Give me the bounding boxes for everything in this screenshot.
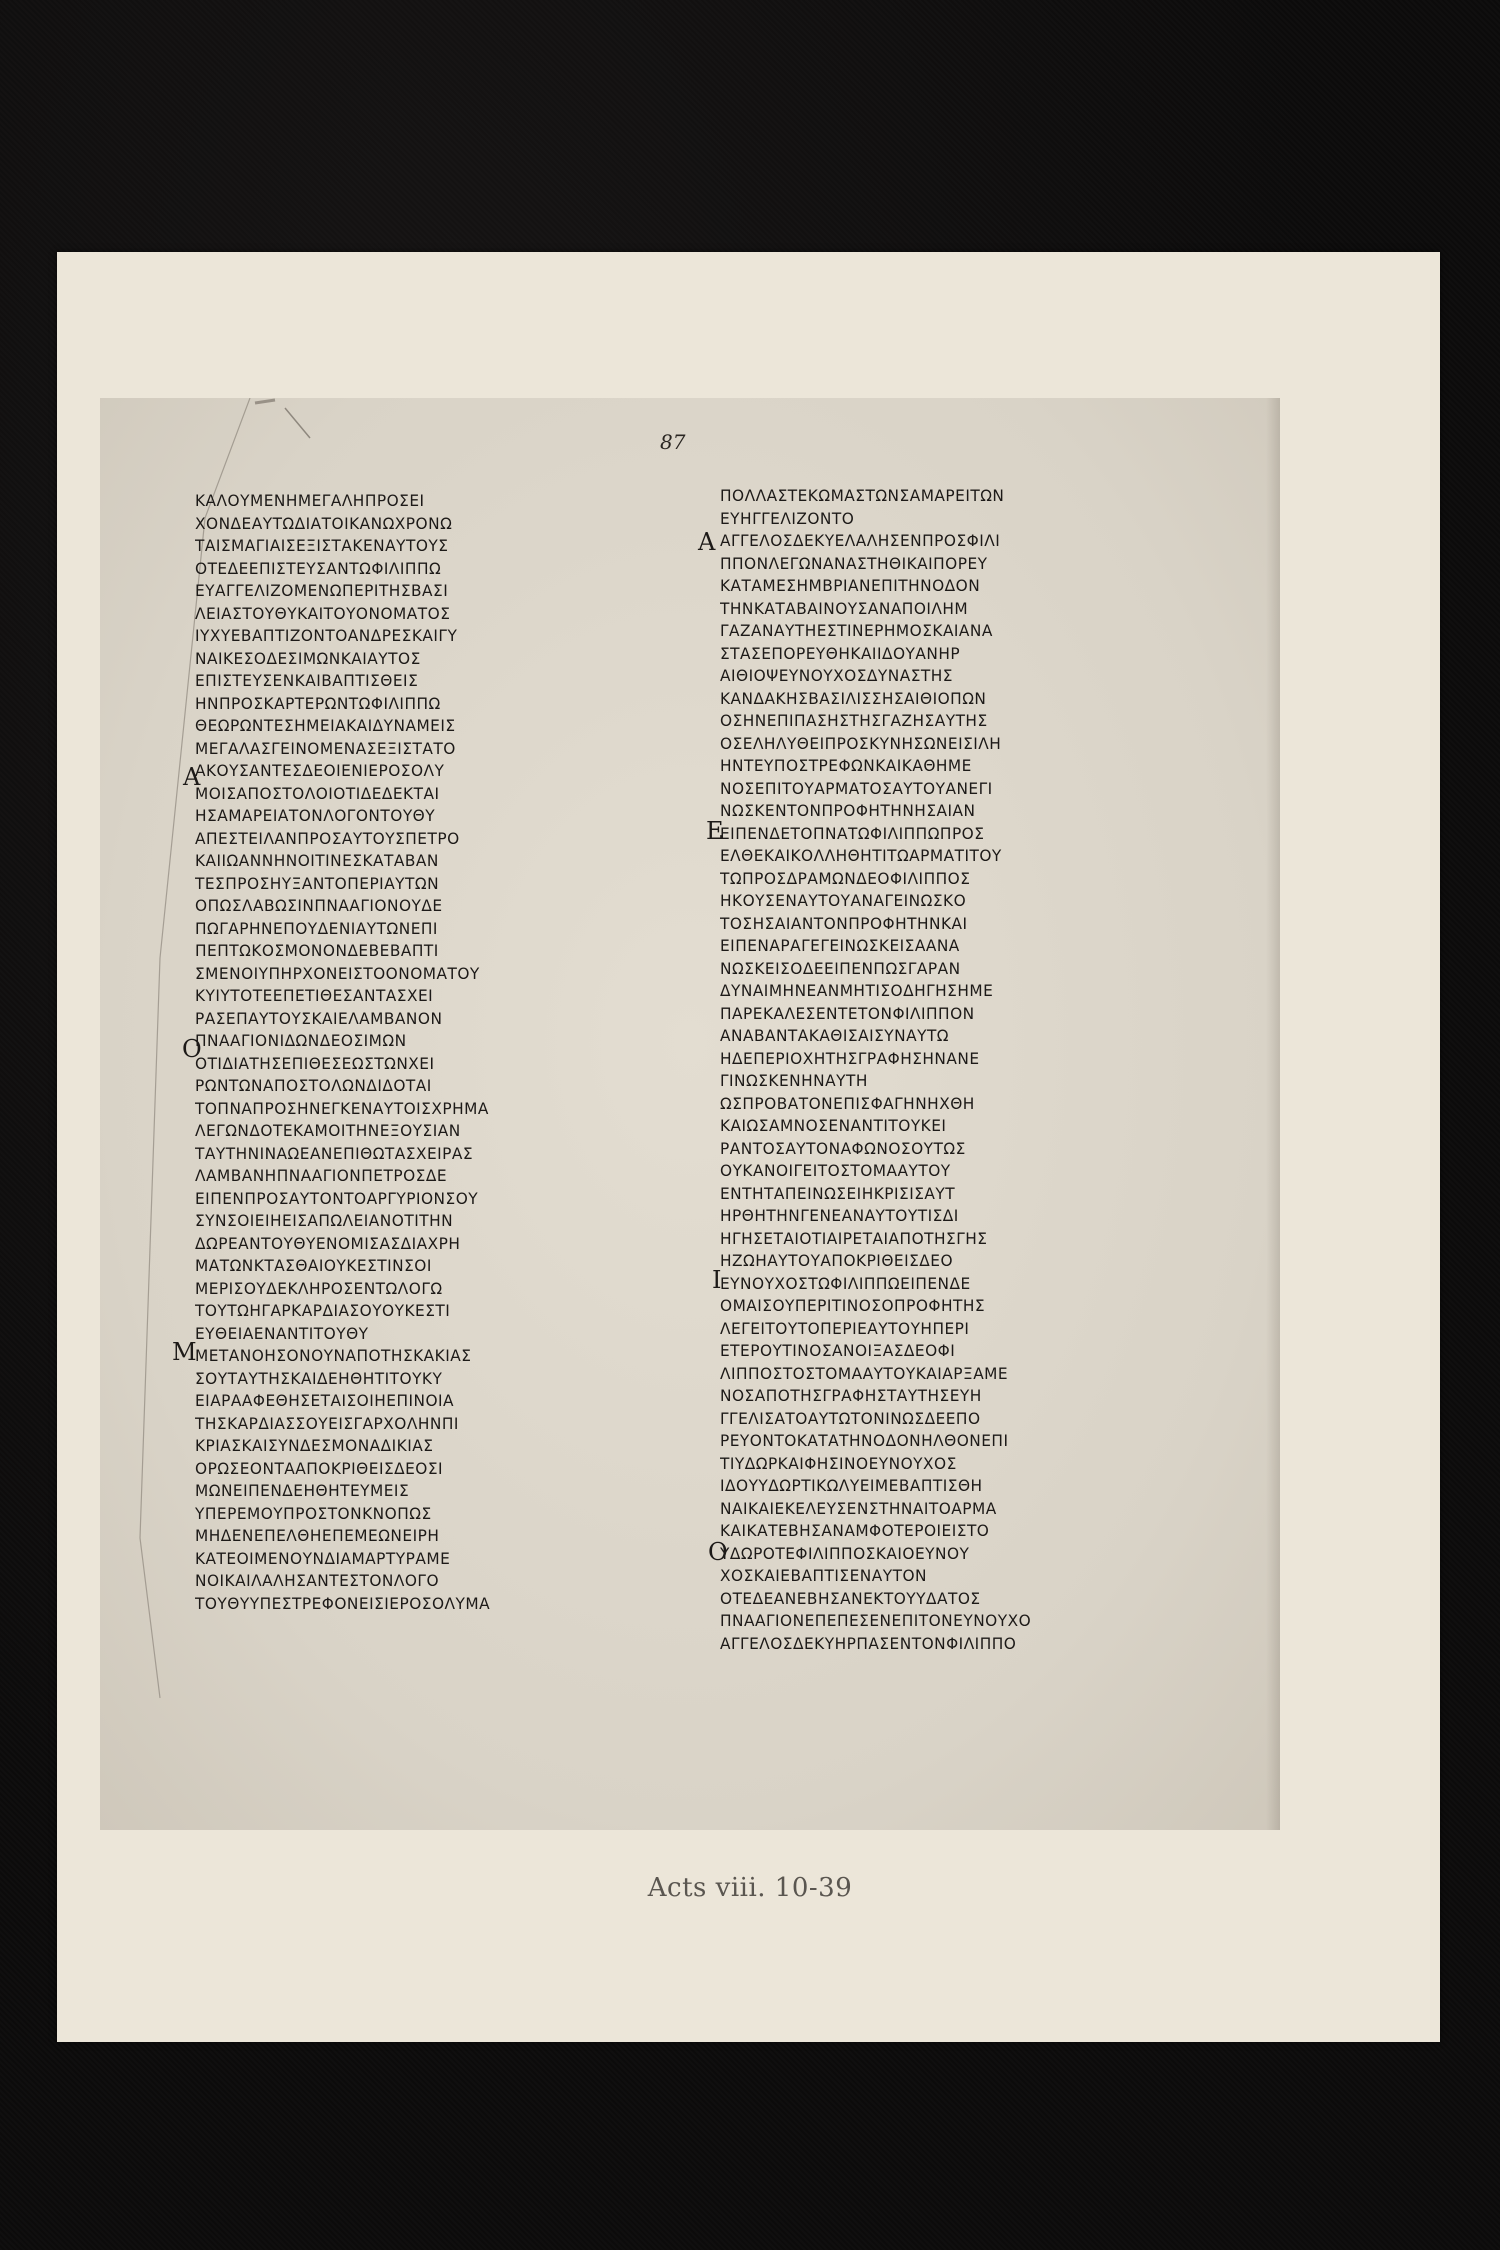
- manuscript-line: ΤΟΣΗΣΑΙΑΝΤΟΝΠΡΟΦΗΤΗΝΚΑΙ: [720, 913, 968, 933]
- manuscript-line: ΗΖΩΗΑΥΤΟΥΑΠΟΚΡΙΘΕΙΣΔΕΟ: [720, 1251, 954, 1270]
- manuscript-line: ΔΩΡΕΑΝΤΟΥΘΥΕΝΟΜΙΣΑΣΔΙΑΧΡΗ: [195, 1233, 461, 1253]
- manuscript-line: ΓΓΕΛΙΣΑΤΟΑΥΤΩΤΟΝΙΝΩΣΔΕΕΠΟ: [720, 1408, 981, 1428]
- manuscript-line: ΡΑΣΕΠΑΥΤΟΥΣΚΑΙΕΛΑΜΒΑΝΟΝ: [195, 1008, 443, 1028]
- manuscript-line: ΤΗΣΚΑΡΔΙΑΣΣΟΥΕΙΣΓΑΡΧΟΛΗΝΠΙ: [195, 1413, 459, 1433]
- manuscript-line: ΩΣΠΡΟΒΑΤΟΝΕΠΙΣΦΑΓΗΝΗΧΘΗ: [720, 1093, 975, 1113]
- manuscript-line: ΑΝΑΒΑΝΤΑΚΑΘΙΣΑΙΣΥΝΑΥΤΩ: [720, 1026, 950, 1045]
- manuscript-line: ΥΠΕΡΕΜΟΥΠΡΟΣΤΟΝΚΝΟΠΩΣ: [195, 1503, 432, 1523]
- manuscript-line: ΔΥΝΑΙΜΗΝΕΑΝΜΗΤΙΣΟΔΗΓΗΣΗΜΕ: [720, 981, 994, 1000]
- initial-letter-mark: Ε: [706, 817, 724, 845]
- manuscript-line: ΕΝΤΗΤΑΠΕΙΝΩΣΕΙΗΚΡΙΣΙΣΑΥΤ: [720, 1183, 956, 1203]
- manuscript-line: ΚΑΝΔΑΚΗΣΒΑΣΙΛΙΣΣΗΣΑΙΘΙΟΠΩΝ: [720, 688, 987, 708]
- manuscript-line: ΚΑΤΕΟΙΜΕΝΟΥΝΔΙΑΜΑΡΤΥΡΑΜΕ: [195, 1548, 451, 1568]
- manuscript-line: ΝΟΣΕΠΙΤΟΥΑΡΜΑΤΟΣΑΥΤΟΥΑΝΕΓΙ: [720, 778, 993, 798]
- manuscript-line: ΘΕΩΡΩΝΤΕΣΗΜΕΙΑΚΑΙΔΥΝΑΜΕΙΣ: [195, 716, 456, 735]
- manuscript-line: ΚΑΛΟΥΜΕΝΗΜΕΓΑΛΗΠΡΟΣΕΙ: [195, 491, 425, 510]
- manuscript-line: ΡΩΝΤΩΝΑΠΟΣΤΟΛΩΝΔΙΔΟΤΑΙ: [195, 1076, 432, 1095]
- manuscript-line: ΑΠΕΣΤΕΙΛΑΝΠΡΟΣΑΥΤΟΥΣΠΕΤΡΟ: [195, 828, 460, 848]
- manuscript-line: ΙΥΧΥΕΒΑΠΤΙΖΟΝΤΟΑΝΔΡΕΣΚΑΙΓΥ: [195, 626, 458, 645]
- initial-letter-mark: Ο: [182, 1035, 202, 1063]
- manuscript-line: ΕΥΝΟΥΧΟΣΤΩΦΙΛΙΠΠΩΕΙΠΕΝΔΕ: [720, 1273, 971, 1293]
- manuscript-line: ΚΑΙΙΩΑΝΝΗΝΟΙΤΙΝΕΣΚΑΤΑΒΑΝ: [195, 851, 439, 870]
- manuscript-line: ΤΑΥΤΗΝΙΝΑΩΕΑΝΕΠΙΘΩΤΑΣΧΕΙΡΑΣ: [195, 1143, 474, 1163]
- manuscript-line: ΤΟΥΘΥΥΠΕΣΤΡΕΦΟΝΕΙΣΙΕΡΟΣΟΛΥΜΑ: [195, 1593, 491, 1613]
- manuscript-line: ΟΣΕΛΗΛΥΘΕΙΠΡΟΣΚΥΝΗΣΩΝΕΙΣΙΛΗ: [720, 733, 1002, 753]
- manuscript-line: ΕΥΑΓΓΕΛΙΖΟΜΕΝΩΠΕΡΙΤΗΣΒΑΣΙ: [195, 581, 449, 600]
- manuscript-line: ΝΟΣΑΠΟΤΗΣΓΡΑΦΗΣΤΑΥΤΗΣΕΥΗ: [720, 1386, 982, 1405]
- manuscript-line: ΠΠΟΝΛΕΓΩΝΑΝΑΣΤΗΘΙΚΑΙΠΟΡΕΥ: [720, 553, 988, 573]
- manuscript-line: ΓΙΝΩΣΚΕΝΗΝΑΥΤΗ: [720, 1071, 868, 1090]
- manuscript-line: ΟΤΙΔΙΑΤΗΣΕΠΙΘΕΣΕΩΣΤΩΝΧΕΙ: [195, 1053, 435, 1073]
- manuscript-line: ΜΟΙΣΑΠΟΣΤΟΛΟΙΟΤΙΔΕΔΕΚΤΑΙ: [195, 783, 440, 803]
- manuscript-line: ΠΩΓΑΡΗΝΕΠΟΥΔΕΝΙΑΥΤΩΝΕΠΙ: [195, 918, 438, 938]
- manuscript-line: ΗΝΤΕΥΠΟΣΤΡΕΦΩΝΚΑΙΚΑΘΗΜΕ: [720, 756, 972, 775]
- manuscript-line: ΑΓΓΕΛΟΣΔΕΚΥΗΡΠΑΣΕΝΤΟΝΦΙΛΙΠΠΟ: [720, 1633, 1017, 1653]
- initial-letter-mark: Ο: [708, 1538, 728, 1566]
- manuscript-line: ΚΑΙΩΣΑΜΝΟΣΕΝΑΝΤΙΤΟΥΚΕΙ: [720, 1116, 947, 1135]
- manuscript-line: ΠΝΑΑΓΙΟΝΙΔΩΝΔΕΟΣΙΜΩΝ: [195, 1031, 407, 1050]
- manuscript-line: ΑΚΟΥΣΑΝΤΕΣΔΕΟΙΕΝΙΕΡΟΣΟΛΥ: [195, 761, 445, 780]
- initial-letter-mark: Α: [698, 528, 716, 556]
- right-text-column: [720, 485, 1044, 1655]
- manuscript-line: ΟΣΗΝΕΠΙΠΑΣΗΣΤΗΣΓΑΖΗΣΑΥΤΗΣ: [720, 711, 988, 730]
- manuscript-line: ΡΑΝΤΟΣΑΥΤΟΝΑΦΩΝΟΣΟΥΤΩΣ: [720, 1138, 966, 1158]
- manuscript-line: ΚΑΤΑΜΕΣΗΜΒΡΙΑΝΕΠΙΤΗΝΟΔΟΝ: [720, 576, 981, 595]
- manuscript-line: ΟΠΩΣΛΑΒΩΣΙΝΠΝΑΑΓΙΟΝΟΥΔΕ: [195, 896, 443, 915]
- manuscript-line: ΜΑΤΩΝΚΤΑΣΘΑΙΟΥΚΕΣΤΙΝΣΟΙ: [195, 1256, 432, 1275]
- left-text-column: [195, 490, 502, 1615]
- manuscript-line: ΜΕΤΑΝΟΗΣΟΝΟΥΝΑΠΟΤΗΣΚΑΚΙΑΣ: [195, 1346, 472, 1365]
- manuscript-line: ΛΑΜΒΑΝΗΠΝΑΑΓΙΟΝΠΕΤΡΟΣΔΕ: [195, 1166, 448, 1185]
- manuscript-line: ΕΠΙΣΤΕΥΣΕΝΚΑΙΒΑΠΤΙΣΘΕΙΣ: [195, 671, 419, 690]
- manuscript-line: ΜΗΔΕΝΕΠΕΛΘΗΕΠΕΜΕΩΝΕΙΡΗ: [195, 1526, 440, 1545]
- plate-caption: Acts viii. 10-39: [647, 1873, 853, 1903]
- manuscript-line: ΤΙΥΔΩΡΚΑΙΦΗΣΙΝΟΕΥΝΟΥΧΟΣ: [720, 1453, 957, 1473]
- manuscript-line: ΕΙΠΕΝΠΡΟΣΑΥΤΟΝΤΟΑΡΓΥΡΙΟΝΣΟΥ: [195, 1188, 479, 1208]
- manuscript-line: ΕΙΑΡΑΑΦΕΘΗΣΕΤΑΙΣΟΙΗΕΠΙΝΟΙΑ: [195, 1391, 455, 1410]
- manuscript-line: ΑΙΘΙΟΨΕΥΝΟΥΧΟΣΔΥΝΑΣΤΗΣ: [720, 666, 953, 685]
- manuscript-line: ΣΤΑΣΕΠΟΡΕΥΘΗΚΑΙΙΔΟΥΑΝΗΡ: [720, 643, 961, 663]
- manuscript-line: ΕΥΘΕΙΑΕΝΑΝΤΙΤΟΥΘΥ: [195, 1323, 369, 1343]
- manuscript-line: ΑΓΓΕΛΟΣΔΕΚΥΕΛΑΛΗΣΕΝΠΡΟΣΦΙΛΙ: [720, 531, 1001, 550]
- manuscript-line: ΗΡΘΗΤΗΝΓΕΝΕΑΝΑΥΤΟΥΤΙΣΔΙ: [720, 1206, 959, 1225]
- manuscript-line: ΣΟΥΤΑΥΤΗΣΚΑΙΔΕΗΘΗΤΙΤΟΥΚΥ: [195, 1368, 443, 1388]
- manuscript-line: ΧΟΝΔΕΑΥΤΩΔΙΑΤΟΙΚΑΝΩΧΡΟΝΩ: [195, 513, 453, 533]
- initial-letter-mark: Ι: [712, 1266, 722, 1294]
- folio-number: 87: [660, 430, 686, 454]
- manuscript-line: ΚΡΙΑΣΚΑΙΣΥΝΔΕΣΜΟΝΑΔΙΚΙΑΣ: [195, 1436, 434, 1455]
- initial-letter-mark: Μ: [172, 1338, 197, 1366]
- manuscript-line: ΛΙΠΠΟΣΤΟΣΤΟΜΑΑΥΤΟΥΚΑΙΑΡΞΑΜΕ: [720, 1363, 1009, 1383]
- manuscript-line: ΕΤΕΡΟΥΤΙΝΟΣΑΝΟΙΞΑΣΔΕΟΦΙ: [720, 1341, 956, 1360]
- manuscript-line: ΝΑΙΚΑΙΕΚΕΛΕΥΣΕΝΣΤΗΝΑΙΤΟΑΡΜΑ: [720, 1498, 997, 1518]
- manuscript-line: ΗΣΑΜΑΡΕΙΑΤΟΝΛΟΓΟΝΤΟΥΘΥ: [195, 806, 436, 825]
- manuscript-line: ΝΑΙΚΕΣΟΔΕΣΙΜΩΝΚΑΙΑΥΤΟΣ: [195, 648, 421, 668]
- manuscript-line: ΝΟΙΚΑΙΛΑΛΗΣΑΝΤΕΣΤΟΝΛΟΓΟ: [195, 1571, 440, 1590]
- manuscript-line: ΤΕΣΠΡΟΣΗΥΞΑΝΤΟΠΕΡΙΑΥΤΩΝ: [195, 873, 440, 893]
- manuscript-line: ΚΑΙΚΑΤΕΒΗΣΑΝΑΜΦΟΤΕΡΟΙΕΙΣΤΟ: [720, 1521, 990, 1540]
- manuscript-line: ΛΕΙΑΣΤΟΥΘΥΚΑΙΤΟΥΟΝΟΜΑΤΟΣ: [195, 603, 451, 623]
- manuscript-line: ΕΙΠΕΝΔΕΤΟΠΝΑΤΩΦΙΛΙΠΠΩΠΡΟΣ: [720, 823, 985, 843]
- manuscript-line: ΧΟΣΚΑΙΕΒΑΠΤΙΣΕΝΑΥΤΟΝ: [720, 1566, 927, 1585]
- manuscript-line: ΛΕΓΕΙΤΟΥΤΟΠΕΡΙΕΑΥΤΟΥΗΠΕΡΙ: [720, 1318, 970, 1338]
- manuscript-line: ΠΟΛΛΑΣΤΕΚΩΜΑΣΤΩΝΣΑΜΑΡΕΙΤΩΝ: [720, 486, 1005, 505]
- manuscript-line: ΤΩΠΡΟΣΔΡΑΜΩΝΔΕΟΦΙΛΙΠΠΟΣ: [720, 868, 971, 888]
- initial-letter-mark: Α: [183, 763, 201, 791]
- manuscript-line: ΙΔΟΥΥΔΩΡΤΙΚΩΛΥΕΙΜΕΒΑΠΤΙΣΘΗ: [720, 1476, 983, 1495]
- manuscript-line: ΣΥΝΣΟΙΕΙΗΕΙΣΑΠΩΛΕΙΑΝΟΤΙΤΗΝ: [195, 1211, 454, 1230]
- manuscript-line: ΛΕΓΩΝΔΟΤΕΚΑΜΟΙΤΗΝΕΞΟΥΣΙΑΝ: [195, 1121, 461, 1140]
- manuscript-line: ΜΕΓΑΛΑΣΓΕΙΝΟΜΕΝΑΣΕΞΙΣΤΑΤΟ: [195, 738, 456, 758]
- manuscript-line: ΜΕΡΙΣΟΥΔΕΚΛΗΡΟΣΕΝΤΩΛΟΓΩ: [195, 1278, 443, 1298]
- manuscript-line: ΟΥΚΑΝΟΙΓΕΙΤΟΣΤΟΜΑΑΥΤΟΥ: [720, 1161, 951, 1180]
- manuscript-line: ΤΑΙΣΜΑΓΙΑΙΣΕΞΙΣΤΑΚΕΝΑΥΤΟΥΣ: [195, 536, 449, 555]
- manuscript-line: ΡΕΥΟΝΤΟΚΑΤΑΤΗΝΟΔΟΝΗΛΘΟΝΕΠΙ: [720, 1431, 1009, 1450]
- manuscript-line: ΟΤΕΔΕΕΠΙΣΤΕΥΣΑΝΤΩΦΙΛΙΠΠΩ: [195, 558, 442, 578]
- manuscript-line: ΟΡΩΣΕΟΝΤΑΑΠΟΚΡΙΘΕΙΣΔΕΟΣΙ: [195, 1458, 444, 1478]
- manuscript-line: ΕΥΗΓΓΕΛΙΖΟΝΤΟ: [720, 508, 855, 528]
- manuscript-line: ΠΝΑΑΓΙΟΝΕΠΕΠΕΣΕΝΕΠΙΤΟΝΕΥΝΟΥΧΟ: [720, 1611, 1032, 1630]
- manuscript-line: ΗΔΕΠΕΡΙΟΧΗΤΗΣΓΡΑΦΗΣΗΝΑΝΕ: [720, 1048, 980, 1068]
- manuscript-line: ΤΗΝΚΑΤΑΒΑΙΝΟΥΣΑΝΑΠΟΙΛΗΜ: [720, 598, 969, 618]
- manuscript-line: ΣΜΕΝΟΙΥΠΗΡΧΟΝΕΙΣΤΟΟΝΟΜΑΤΟΥ: [195, 963, 480, 983]
- manuscript-line: ΥΔΩΡΟΤΕΦΙΛΙΠΠΟΣΚΑΙΟΕΥΝΟΥ: [720, 1543, 970, 1563]
- manuscript-line: ΝΩΣΚΕΝΤΟΝΠΡΟΦΗΤΗΝΗΣΑΙΑΝ: [720, 801, 976, 820]
- manuscript-line: ΗΓΗΣΕΤΑΙΟΤΙΑΙΡΕΤΑΙΑΠΟΤΗΣΓΗΣ: [720, 1228, 988, 1248]
- manuscript-line: ΠΕΠΤΩΚΟΣΜΟΝΟΝΔΕΒΕΒΑΠΤΙ: [195, 941, 439, 960]
- plate-right-edge: [1266, 398, 1280, 1830]
- manuscript-line: ΗΝΠΡΟΣΚΑΡΤΕΡΩΝΤΩΦΙΛΙΠΠΩ: [195, 693, 441, 713]
- manuscript-line: ΚΥΙΥΤΟΤΕΕΠΕΤΙΘΕΣΑΝΤΑΣΧΕΙ: [195, 986, 434, 1005]
- manuscript-line: ΝΩΣΚΕΙΣΟΔΕΕΙΠΕΝΠΩΣΓΑΡΑΝ: [720, 958, 961, 978]
- manuscript-line: ΜΩΝΕΙΠΕΝΔΕΗΘΗΤΕΥΜΕΙΣ: [195, 1481, 410, 1500]
- manuscript-line: ΤΟΥΤΩΗΓΑΡΚΑΡΔΙΑΣΟΥΟΥΚΕΣΤΙ: [195, 1301, 451, 1320]
- manuscript-line: ΤΟΠΝΑΠΡΟΣΗΝΕΓΚΕΝΑΥΤΟΙΣΧΡΗΜΑ: [195, 1098, 489, 1118]
- manuscript-line: ΓΑΖΑΝΑΥΤΗΕΣΤΙΝΕΡΗΜΟΣΚΑΙΑΝΑ: [720, 621, 993, 640]
- manuscript-line: ΗΚΟΥΣΕΝΑΥΤΟΥΑΝΑΓΕΙΝΩΣΚΟ: [720, 891, 967, 910]
- manuscript-line: ΠΑΡΕΚΑΛΕΣΕΝΤΕΤΟΝΦΙΛΙΠΠΟΝ: [720, 1003, 975, 1023]
- manuscript-line: ΟΜΑΙΣΟΥΠΕΡΙΤΙΝΟΣΟΠΡΟΦΗΤΗΣ: [720, 1296, 986, 1315]
- manuscript-line: ΕΛΘΕΚΑΙΚΟΛΛΗΘΗΤΙΤΩΑΡΜΑΤΙΤΟΥ: [720, 846, 1002, 865]
- manuscript-line: ΟΤΕΔΕΑΝΕΒΗΣΑΝΕΚΤΟΥΥΔΑΤΟΣ: [720, 1588, 981, 1608]
- manuscript-line: ΕΙΠΕΝΑΡΑΓΕΓΕΙΝΩΣΚΕΙΣΑΑΝΑ: [720, 936, 960, 955]
